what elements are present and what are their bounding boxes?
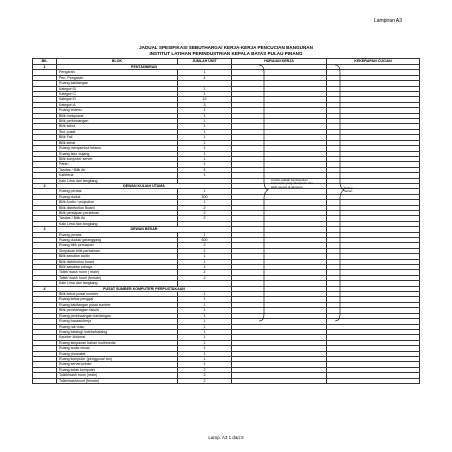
unit-count: 1 — [178, 151, 232, 156]
blok-name: Ruang bacaan/kerja — [57, 319, 178, 324]
blok-name: Ruang server/printer — [57, 362, 178, 367]
unit-count: 4 — [178, 75, 232, 80]
blok-name: Stor pusat — [57, 129, 178, 134]
page-footer: Lamp. A3 1 dari 2 — [208, 435, 244, 440]
unit-count: 1 — [178, 162, 232, 167]
unit-count: 2 — [178, 373, 232, 378]
blok-name: Kategori D — [57, 97, 178, 102]
unit-count: 1 — [178, 86, 232, 91]
unit-count: 1 — [178, 265, 232, 270]
unit-count: 1 — [178, 189, 232, 194]
huraian-cell — [232, 378, 327, 383]
unit-count: 2 — [178, 275, 232, 280]
blok-name: Ruang pentas — [57, 232, 178, 237]
blok-name: Kaki Lima dan tangkang — [57, 281, 178, 286]
blok-name: Ruang simpanan bahan multimedia — [57, 340, 178, 345]
blok-name: Bilik Audio / projection — [57, 200, 178, 205]
section-title: DEWAN KULIAH UTAMA — [57, 183, 232, 188]
section-title: PENTADBIRAN — [57, 65, 232, 70]
unit-count: 1 — [178, 302, 232, 307]
unit-count: 1 — [178, 356, 232, 361]
blok-name: Ruang duduk/ gelanggang — [57, 238, 178, 243]
unit-count: 1 — [178, 297, 232, 302]
blok-name: Ruang menyambut tetamu — [57, 146, 178, 151]
unit-count: 1 — [178, 351, 232, 356]
unit-count: 1 — [178, 259, 232, 264]
unit-count: 1 — [178, 329, 232, 334]
blok-name: Ruang ketua penggal — [57, 297, 178, 302]
blok-name: Bilik perbincangan — [57, 119, 178, 124]
blok-name: Ruang tetamu — [57, 108, 178, 113]
section-title: PUSAT SUMBER KOMPUTER/ PERPUSTAKAAN — [57, 286, 232, 291]
header-kekerapan: KEKERAPAN CUCIAN — [327, 59, 420, 65]
table-row — [33, 378, 420, 383]
unit-count: 1 — [178, 308, 232, 313]
blok-name: Simpanan bilik persalinan — [57, 248, 178, 253]
document-title — [0, 45, 452, 57]
unit-count: 1 — [178, 319, 232, 324]
unit-count: 1 — [178, 108, 232, 113]
section-number: 4 — [33, 286, 57, 291]
specification-table — [32, 58, 420, 384]
unit-count: 1 — [178, 135, 232, 140]
unit-count: 300 — [178, 194, 232, 199]
blok-name: Bilik komputer server — [57, 156, 178, 161]
unit-count: 1 — [178, 313, 232, 318]
unit-count: 1 — [178, 146, 232, 151]
unit-count: 1 — [178, 232, 232, 237]
blok-name: Kategori C — [57, 92, 178, 97]
blok-name: Tandas / Bilik Air — [57, 167, 178, 172]
blok-name: Kaki Lima dan tangkang — [57, 221, 178, 226]
section-number: 1 — [33, 65, 57, 70]
unit-count: 1 — [178, 113, 232, 118]
blok-name: Pantri — [57, 162, 178, 167]
blok-name: Ruang duduk — [57, 194, 178, 199]
unit-count: 2 — [178, 210, 232, 215]
blok-name: Bilik distribution board — [57, 259, 178, 264]
unit-count: 2 — [178, 248, 232, 253]
blok-name: Ruang komputer (pengguna/ am) — [57, 356, 178, 361]
blok-name: Bilik persiapan persidnan — [57, 210, 178, 215]
lampiran-label: Lampiran A3 — [373, 18, 402, 24]
unit-count: 1 — [178, 200, 232, 205]
section-number: 3 — [33, 227, 57, 232]
title-line-2: INSTITUT LATIHAN PERINDUSTRIAN KEPALA BATAS PULAU PINANG — [149, 51, 303, 56]
unit-count: 2 — [178, 378, 232, 383]
bil-cell — [33, 378, 57, 383]
blok-name: Bilik pembahagian fakulti — [57, 308, 178, 313]
blok-name: Bilik Fail — [57, 135, 178, 140]
table-body — [33, 65, 420, 384]
blok-name: Kafeteria — [57, 173, 178, 178]
blok-name: Kategori B — [57, 86, 178, 91]
unit-count: 1 — [178, 140, 232, 145]
blok-name: Bilik distribution Board — [57, 205, 178, 210]
unit-count: 19 — [178, 97, 232, 102]
blok-name: Ruang audio visual — [57, 346, 178, 351]
section-title: DEWAN BESAR — [57, 227, 232, 232]
blok-name: Ruang kakitangan pusat sumber — [57, 302, 178, 307]
section-number: 2 — [33, 183, 57, 188]
header-blok: BLOK — [57, 59, 178, 65]
header-huraian: HURAIAN KERJA — [232, 59, 327, 65]
unit-count: 1 — [178, 92, 232, 97]
unit-count: 1 — [178, 156, 232, 161]
header-unit: JUMLAH UNIT — [178, 59, 232, 65]
unit-count: 1 — [178, 173, 232, 178]
blok-name: Toilet/ wash room ( male) — [57, 270, 178, 275]
blok-name: Bilik kawalan audio — [57, 254, 178, 259]
blok-name: Toilet/ wash room (female) — [57, 275, 178, 280]
blok-name: Bilik kebal — [57, 140, 178, 145]
blok-name: Ruang kelas komputer — [57, 367, 178, 372]
kekerapan-brace — [333, 64, 345, 324]
unit-count: 1 — [178, 362, 232, 367]
unit-count: 2 — [178, 205, 232, 210]
unit-count: 600 — [178, 238, 232, 243]
blok-name: Pen. Pengarah — [57, 75, 178, 80]
blok-name: Bilik sebut — [57, 124, 178, 129]
unit-count: 1 — [178, 346, 232, 351]
unit-count: 4 — [178, 167, 232, 172]
blok-name: Pengarah — [57, 70, 178, 75]
blok-name: Bilik mesyuarat — [57, 113, 178, 118]
unit-count: 1 — [178, 129, 232, 134]
blok-name: Ruang bilik persiapan — [57, 243, 178, 248]
blok-name: Ruang kakitangan — [57, 81, 178, 86]
blok-name: Kategori A — [57, 102, 178, 107]
blok-name: Kaunter khidmat — [57, 335, 178, 340]
huraian-note: Cucian adalah berdasarkan kekerapan yang ditetapkan dan lebih seperti di lampiran — [271, 178, 313, 189]
unit-count: 1 — [178, 124, 232, 129]
unit-count: 1 — [178, 324, 232, 329]
blok-name: Ruang tidur bujang — [57, 151, 178, 156]
unit-count: 1 — [178, 292, 232, 297]
unit-count: 2 — [178, 243, 232, 248]
blok-name: Ruang pentas — [57, 189, 178, 194]
kekerapan-note: Setiap harian — [344, 186, 353, 194]
blok-name: Toilet/washroom (female) — [57, 378, 178, 383]
blok-name: Bilik kawalan cahaya — [57, 265, 178, 270]
blok-name: Toilet/wash room (male) — [57, 373, 178, 378]
blok-name: Bilik ketua pusat sumber — [57, 292, 178, 297]
unit-count: 2 — [178, 270, 232, 275]
blok-name: Ruang rak buku — [57, 324, 178, 329]
unit-count: 1 — [178, 119, 232, 124]
title-line-1: JADUAL SPESIFIKASI SEBUTHARGA/ KERJA-KERJA PENCUCIAN BANGUNAN — [139, 45, 313, 50]
blok-name: Ruang perbincangan kakitangan — [57, 313, 178, 318]
unit-count: 2 — [178, 367, 232, 372]
blok-name: Kaki Lima dan tangkang — [57, 178, 178, 183]
unit-count: 3 — [178, 102, 232, 107]
blok-name: Ruang katalog/ indeks/katalog — [57, 329, 178, 334]
huraian-brace — [257, 64, 269, 324]
header-bil: BIL — [33, 59, 57, 65]
unit-count: 1 — [178, 335, 232, 340]
blok-name: Ruang photostat — [57, 351, 178, 356]
unit-count: 2 — [178, 216, 232, 221]
unit-count: 1 — [178, 254, 232, 259]
unit-count: 1 — [178, 340, 232, 345]
kekerapan-cell — [327, 378, 420, 383]
unit-count: 1 — [178, 70, 232, 75]
blok-name: Tandas / Bilik Air — [57, 216, 178, 221]
